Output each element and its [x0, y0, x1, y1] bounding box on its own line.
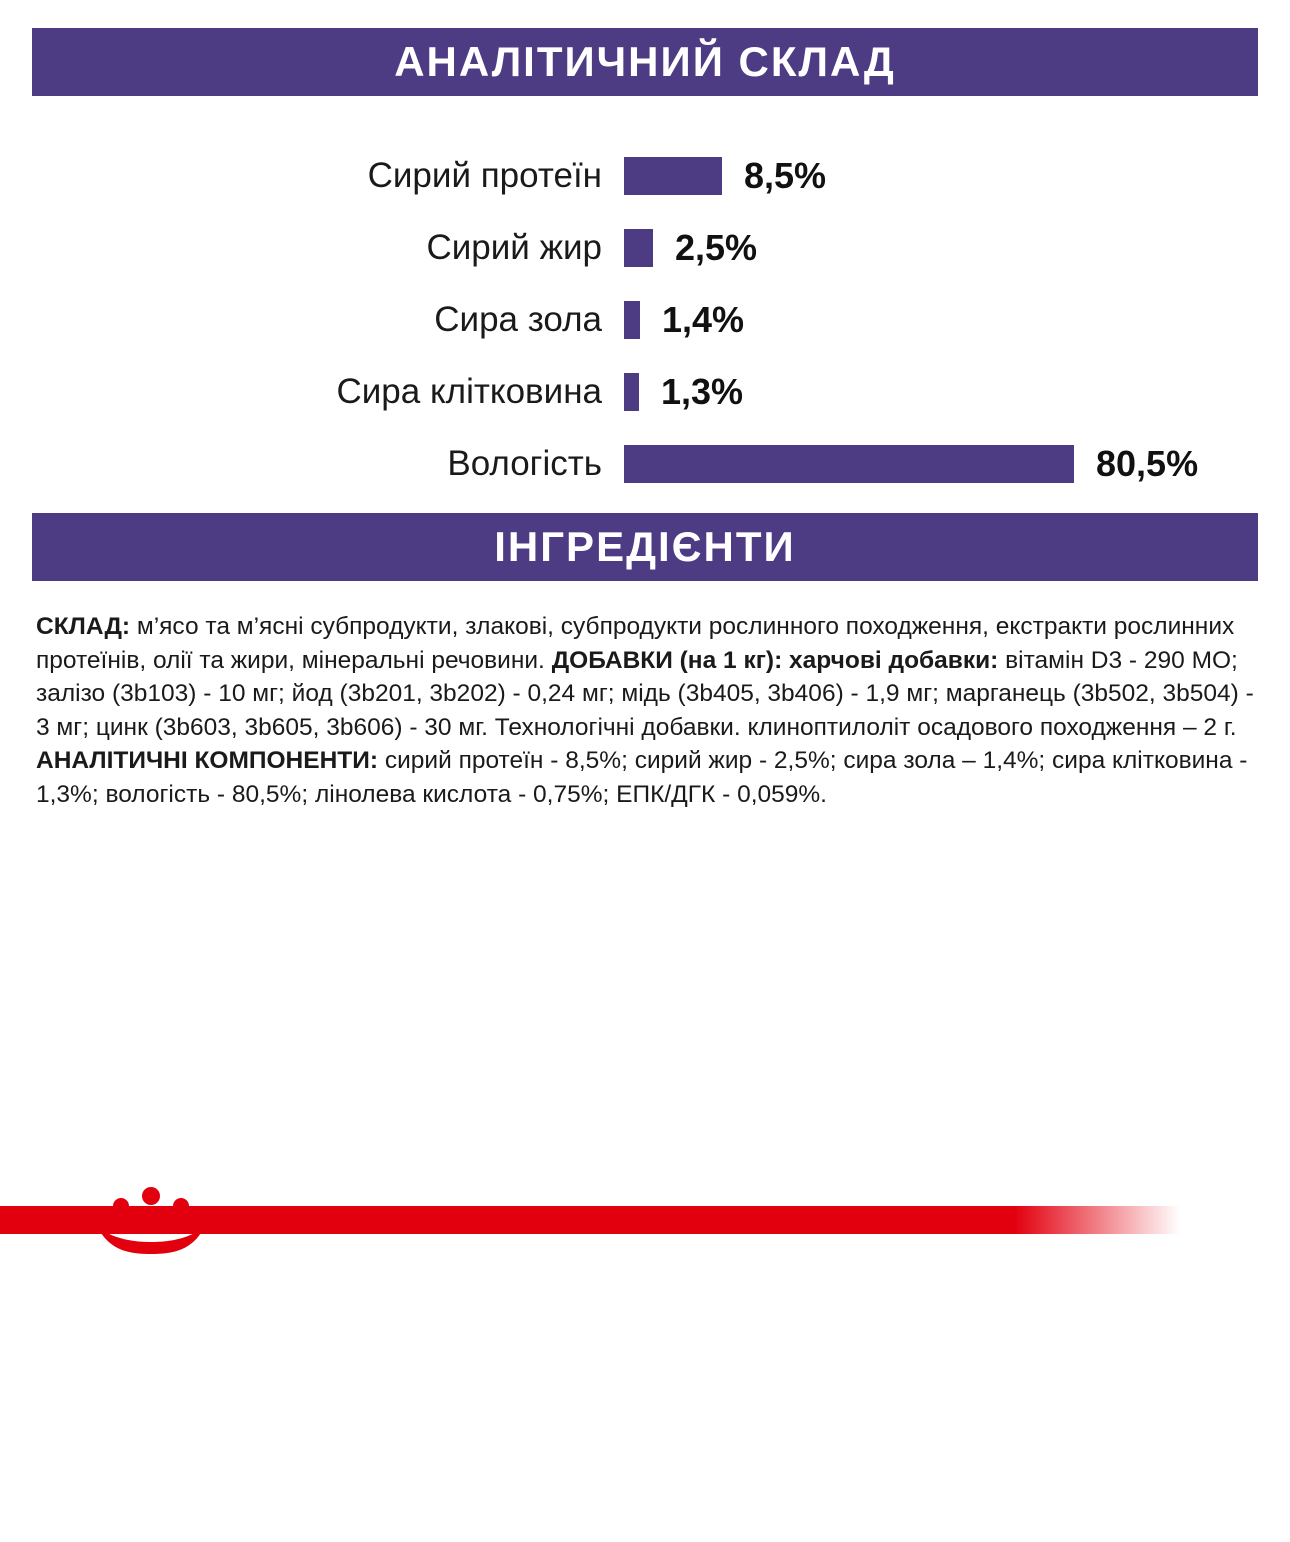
chart-row: [32, 140, 1258, 212]
chart-value-label: 1,3%: [661, 371, 744, 412]
chart-value-label: 2,5%: [675, 227, 758, 268]
analytical-composition-chart: [32, 140, 1258, 500]
chart-bar-wrapper: [624, 443, 1258, 485]
ingredients-header: ІНГРЕДІЄНТИ: [32, 513, 1258, 581]
chart-bar: [624, 229, 653, 267]
chart-bar-wrapper: [624, 371, 1258, 413]
ingredients-paragraph-part2: вітамін D3 - 290 МО; залізо (3b103) - 10 мг; йод (3b201, 3b202) - 0,24 мг; мідь (3b405, 3b406) - 1,9 мг; марганець (3b502, 3b504) - 3 мг; цинк (3b603, 3b605, 3b606) - 30 мг. Технологічні добавки. клиноптилоліт осадового походження – 2 г.: [36, 646, 1254, 741]
chart-bar-wrapper: [624, 299, 1258, 341]
analytical-composition-header: АНАЛІТИЧНИЙ СКЛАД: [32, 28, 1258, 96]
chart-bar-wrapper: [624, 227, 1258, 269]
chart-value-label: 8,5%: [744, 155, 827, 196]
ingredients-text: [36, 610, 1254, 811]
chart-category-label: Вологість: [447, 444, 602, 483]
chart-bar: [624, 301, 640, 339]
chart-row: [32, 212, 1258, 284]
chart-row: [32, 428, 1258, 500]
chart-row: [32, 284, 1258, 356]
ingredients-additives-label: ДОБАВКИ (на 1 кг): харчові добавки:: [551, 646, 999, 674]
chart-category-label: Сирий протеїн: [367, 156, 602, 195]
ingredients-analytical-label: АНАЛІТИЧНІ КОМПОНЕНТИ:: [36, 747, 379, 775]
chart-bar: [624, 157, 722, 195]
chart-bar-wrapper: [624, 155, 1258, 197]
chart-category-label: Сира клітковина: [336, 372, 602, 411]
ingredients-paragraph-part1: м’ясо та м’ясні субпродукти, злакові, субпродукти рослинного походження, екстракти рослинних протеїнів, олії та жири, мінеральні речовини.: [36, 613, 1235, 674]
chart-bar: [624, 445, 1074, 483]
chart-category-label: Сирий жир: [426, 228, 602, 267]
ingredients-paragraph-part3: сирий протеїн - 8,5%; сирий жир - 2,5%; сира зола – 1,4%; сира клітковина - 1,3%; вологість - 80,5%; лінолева кислота - 0,75%; ЕПК/ДГК - 0,059%.: [36, 747, 1248, 808]
chart-category-label: Сира зола: [434, 300, 602, 339]
chart-value-label: 80,5%: [1096, 443, 1199, 484]
chart-bar: [624, 373, 639, 411]
brand-footer: [0, 1192, 1290, 1248]
chart-row: [32, 356, 1258, 428]
chart-value-label: 1,4%: [662, 299, 745, 340]
ingredients-lead-label: СКЛАД:: [36, 613, 131, 640]
royal-canin-crown-icon: [88, 1184, 214, 1256]
